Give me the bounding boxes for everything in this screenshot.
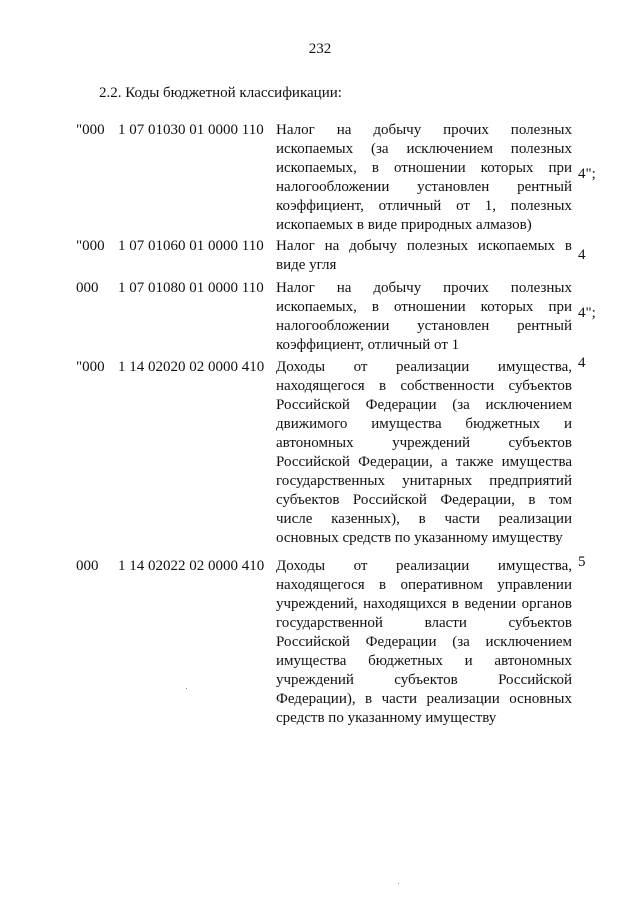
income-description: Доходы от реализации имущества, находящегося в собственности субъектов Российской Федерации (за исключением движимого имущества бюджетных и автономных учреждений субъектов Российской Федерации, а также имущества государственных унитарных предприятий субъектов Российской Федерации, в том числе казенных), в части реализации основных средств по указанному имуществу <box>276 359 572 546</box>
budget-code: 1 07 01030 01 0000 110 <box>118 122 264 138</box>
distribution-norm: 4 <box>578 247 586 263</box>
section-title: 2.2. Коды бюджетной классификации: <box>99 85 342 101</box>
admin-code: "000 <box>76 359 105 375</box>
scan-speck <box>398 883 399 884</box>
admin-code: "000 <box>76 122 105 138</box>
distribution-norm: 4 <box>578 355 586 371</box>
page-number: 232 <box>308 41 332 57</box>
budget-code: 1 14 02020 02 0000 410 <box>118 359 265 375</box>
budget-code: 1 07 01080 01 0000 110 <box>118 280 264 296</box>
budget-code: 1 07 01060 01 0000 110 <box>118 238 264 254</box>
admin-code: 000 <box>76 280 99 296</box>
admin-code: 000 <box>76 558 99 574</box>
income-description: Доходы от реализации имущества, находящегося в оперативном управлении учреждений, находящихся в ведении органов государственной власти субъектов Российской Федерации (за исключением имущества бюджетных и автономных учреждений субъектов Российской Федерации), в части реализации основных средств по указанному имуществу <box>276 558 572 726</box>
budget-code: 1 14 02022 02 0000 410 <box>118 558 265 574</box>
distribution-norm: 4"; <box>578 305 596 321</box>
income-description: Налог на добычу полезных ископаемых в виде угля <box>276 238 572 273</box>
scan-speck <box>186 688 187 689</box>
income-description: Налог на добычу прочих полезных ископаемых, в отношении которых при налогообложении установлен рентный коэффициент, отличный от 1 <box>276 280 572 353</box>
admin-code: "000 <box>76 238 105 254</box>
distribution-norm: 4"; <box>578 166 596 182</box>
income-description: Налог на добычу прочих полезных ископаемых (за исключением полезных ископаемых, в отношении которых при налогообложении установлен рентный коэффициент, отличный от 1, полезных ископаемых в виде природных алмазов) <box>276 122 572 233</box>
distribution-norm: 5 <box>578 554 586 570</box>
